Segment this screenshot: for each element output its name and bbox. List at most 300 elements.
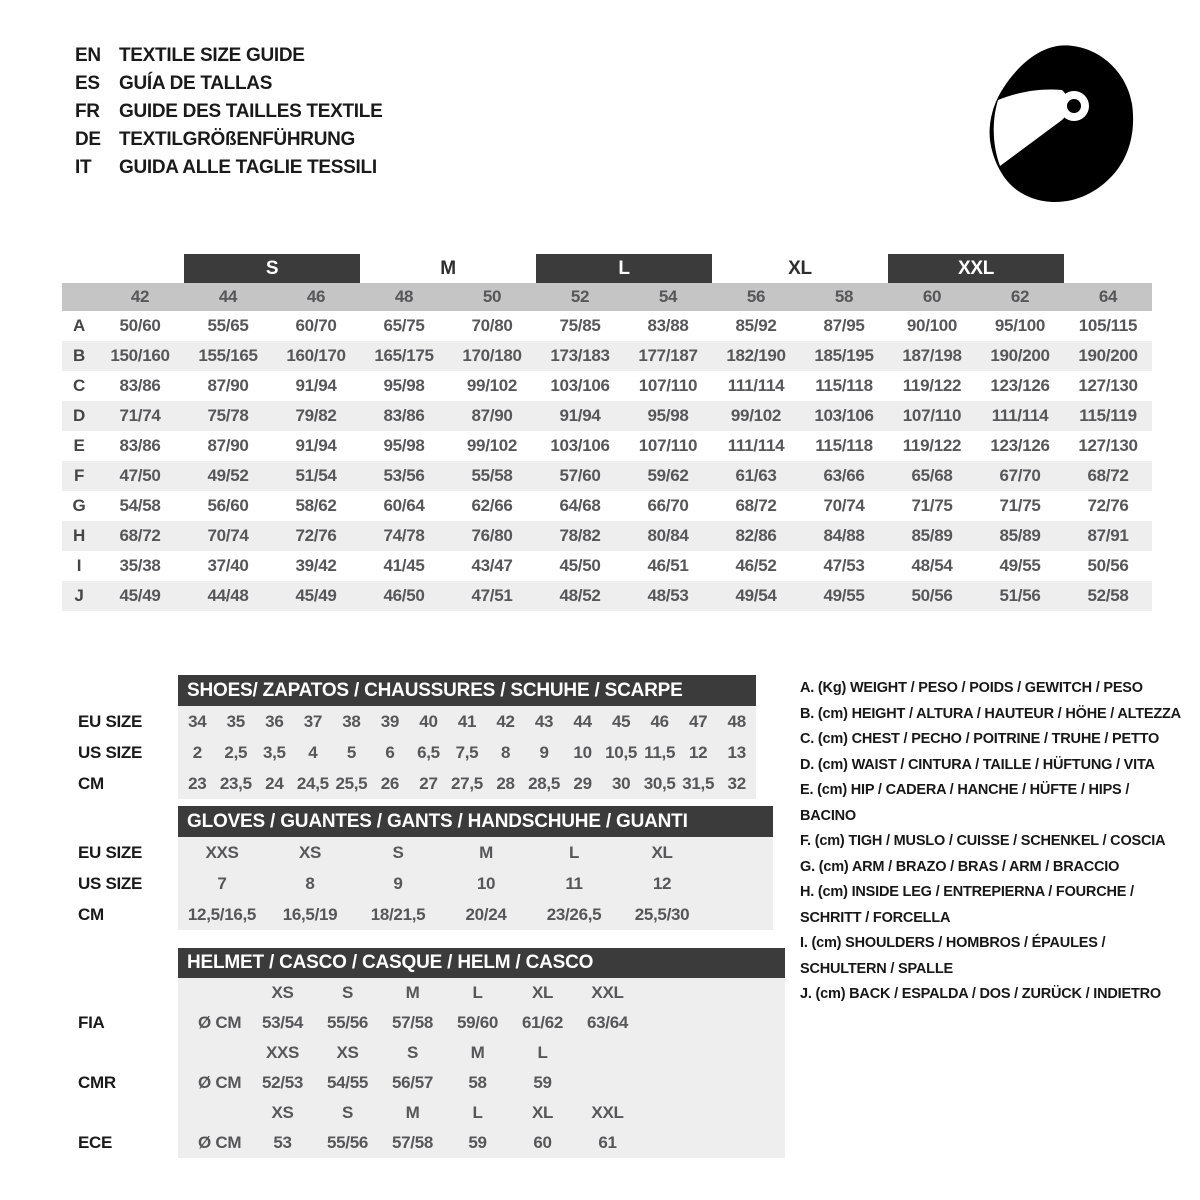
size-group-label: L [536,254,712,283]
shoe-size-cell: 45 [611,711,631,731]
helmet-size-cell: 56/57 [391,1073,434,1092]
gloves-row-label: CM [78,904,104,924]
helmet-standard-label: ECE [78,1133,113,1152]
value-cell: 45/50 [559,556,601,575]
shoe-size-cell: 30,5 [643,773,676,793]
value-cell: 190/200 [1078,346,1138,365]
value-cell: 48/54 [911,556,953,575]
language-code: ES [75,73,100,94]
shoes-size-table [78,675,756,799]
value-cell: 95/100 [994,316,1046,335]
shoe-size-cell: 11,5 [644,742,676,762]
helmet-size-cell: 61/62 [521,1013,564,1032]
column-header-cell: 50 [482,287,502,306]
helmet-row [78,978,785,1008]
row-label: D [73,406,85,425]
shoe-size-cell: 27,5 [451,773,483,793]
helmet-size-cell: 58 [468,1073,487,1092]
value-cell: 50/56 [911,586,953,605]
shoe-size-cell: 34 [188,711,207,731]
helmet-size-cell: 59 [533,1073,552,1092]
helmet-size-cell [575,1043,640,1063]
shoe-size-cell: 47 [689,711,708,731]
language-row [75,70,382,98]
glove-size-cell: 8 [305,873,315,893]
shoe-size-cell: 35 [226,711,245,731]
shoes-header-row [78,675,756,706]
helmet-size-cell: S [341,1103,354,1122]
legend-item: B. (cm) HEIGHT / ALTURA / HAUTEUR / HÖHE / ALTEZZA [800,705,1181,722]
column-header-band [62,283,1152,311]
measurement-row [62,581,1152,611]
value-cell: 49/52 [207,466,249,485]
value-cell: 66/70 [647,496,689,515]
guide-title-text: GUÍA DE TALLAS [119,73,273,94]
gloves-section-title: GLOVES / GUANTES / GANTS / HANDSCHUHE / GUANTI [178,806,773,837]
column-header-cell: 60 [922,287,942,306]
shoe-size-cell: 24,5 [296,773,329,793]
row-label: H [73,526,85,545]
value-cell: 119/122 [902,376,962,395]
row-label: F [73,466,85,485]
value-cell: 182/190 [726,346,786,365]
value-cell: 75/78 [207,406,249,425]
value-cell: 127/130 [1078,376,1138,395]
helmet-size-cell: XXL [591,1103,624,1122]
measurement-row [62,491,1152,521]
value-cell: 87/95 [823,316,865,335]
value-cell: 71/75 [911,496,953,515]
glove-size-cell: 20/24 [465,904,507,924]
value-cell: 83/88 [647,316,689,335]
value-cell: 127/130 [1078,436,1138,455]
value-cell: 150/160 [110,346,170,365]
value-cell: 43/47 [471,556,513,575]
shoe-size-cell: 42 [496,711,515,731]
helmet-standard-label: CMR [78,1073,116,1092]
value-cell: 87/90 [207,436,249,455]
value-cell: 46/52 [735,556,777,575]
value-cell: 99/102 [466,376,518,395]
shoes-row-label: US SIZE [78,742,143,762]
size-group-label: XL [788,257,812,279]
language-code: EN [75,45,101,66]
measurement-legend [800,676,1188,1008]
glove-size-cell: XS [298,842,322,862]
value-cell: 111/114 [991,406,1049,425]
helmet-size-cell: 59 [468,1133,487,1152]
value-cell: 71/75 [999,496,1041,515]
value-cell: 107/110 [638,376,698,395]
value-cell: 45/49 [295,586,337,605]
value-cell: 72/76 [295,526,337,545]
helmet-size-cell: 52/53 [261,1073,304,1092]
helmet-row [78,1008,785,1038]
value-cell: 41/45 [383,556,425,575]
value-cell: 91/94 [295,436,337,455]
value-cell: 107/110 [902,406,962,425]
value-cell: 187/198 [902,346,962,365]
column-header-cell: 44 [218,287,238,306]
value-cell: 82/86 [735,526,777,545]
helmet-size-cell: L [472,983,483,1002]
value-cell: 155/165 [198,346,258,365]
value-cell: 99/102 [730,406,782,425]
value-cell: 123/126 [990,376,1050,395]
value-cell: 115/118 [815,376,873,395]
value-cell: 72/76 [1087,496,1129,515]
value-cell: 48/53 [647,586,689,605]
shoe-size-cell: 37 [303,711,323,731]
value-cell: 87/90 [207,376,249,395]
value-cell: 68/72 [735,496,777,515]
helmet-size-cell: 61 [598,1133,617,1152]
value-cell: 44/48 [207,586,249,605]
gloves-header-row [78,806,773,837]
glove-size-cell: 25,5/30 [634,904,690,924]
value-cell: 91/94 [559,406,601,425]
helmet-size-cell: S [341,983,354,1002]
value-cell: 48/52 [559,586,601,605]
helmet-standard-label: FIA [78,1013,105,1032]
shoe-size-cell: 32 [727,773,746,793]
value-cell: 115/118 [815,436,873,455]
language-row [75,98,382,126]
value-cell: 83/86 [119,376,161,395]
value-cell: 75/85 [559,316,601,335]
value-cell: 54/58 [119,496,161,515]
value-cell: 70/80 [471,316,513,335]
value-cell: 123/126 [990,436,1050,455]
shoe-size-cell: 6,5 [417,742,440,762]
shoe-size-cell: 28,5 [528,773,560,793]
gloves-row-label: US SIZE [78,873,143,893]
value-cell: 55/65 [207,316,249,335]
guide-title-text: TEXTILE SIZE GUIDE [119,45,305,66]
value-cell: 80/84 [647,526,689,545]
shoes-row-label: EU SIZE [78,711,143,731]
value-cell: 56/60 [207,496,249,515]
shoes-row [78,737,756,768]
glove-size-cell: 12,5/16,5 [187,904,257,924]
measurement-row [62,371,1152,401]
shoe-size-cell: 23 [188,773,207,793]
glove-size-cell: S [392,842,404,862]
language-code: DE [75,129,101,150]
shoe-size-cell: 23,5 [219,773,252,793]
shoe-size-cell: 10 [573,742,592,762]
glove-size-cell: 11 [565,873,583,893]
glove-size-cell: 10 [476,873,496,893]
value-cell: 103/106 [814,406,874,425]
diameter-unit-cell: Ø CM [198,1133,242,1152]
value-cell: 63/66 [823,466,865,485]
value-cell: 95/98 [383,376,425,395]
gloves-size-table [78,806,773,930]
legend-item: F. (cm) TIGH / MUSLO / CUISSE / SCHENKEL / COSCIA [800,833,1166,849]
gloves-row [78,868,773,899]
row-label: E [73,436,85,455]
value-cell: 99/102 [466,436,518,455]
helmet-size-cell: 55/56 [326,1133,369,1152]
shoe-size-cell: 44 [573,711,592,731]
value-cell: 51/54 [295,466,337,485]
value-cell: 79/82 [295,406,337,425]
shoe-size-cell: 31,5 [682,773,715,793]
helmet-size-cell: XL [531,983,554,1002]
value-cell: 50/60 [119,316,161,335]
value-cell: 59/62 [647,466,689,485]
glove-size-cell: 16,5/19 [282,904,338,924]
value-cell: 177/187 [638,346,698,365]
value-cell: 65/68 [911,466,953,485]
helmet-size-cell: XS [336,1043,359,1062]
measurement-row [62,341,1152,371]
value-cell: 83/86 [383,406,425,425]
diameter-unit-cell: Ø CM [198,1073,242,1092]
value-cell: 49/54 [735,586,777,605]
helmet-size-cell: L [537,1043,548,1062]
value-cell: 70/74 [823,496,865,515]
shoe-size-cell: 13 [727,742,746,762]
helmet-size-cell: XXL [591,983,624,1002]
shoe-size-cell: 2 [192,742,202,762]
shoe-size-cell: 3,5 [262,742,286,762]
value-cell: 76/80 [471,526,513,545]
value-cell: 85/89 [911,526,953,545]
helmet-row [78,1038,785,1068]
outer-label-spacer [78,806,178,837]
shoes-row-label: CM [78,773,104,793]
guide-title-text: GUIDE DES TAILLES TEXTILE [119,101,383,122]
legend-item: D. (cm) WAIST / CINTURA / TAILLE / HÜFTUNG / VITA [800,756,1155,773]
value-cell: 74/78 [383,526,425,545]
outer-label-spacer [78,675,178,706]
shoe-size-cell: 12 [689,742,708,762]
legend-item: H. (cm) INSIDE LEG / ENTREPIERNA / FOURCHE / SCHRITT / FORCELLA [800,884,1134,926]
legend-item: A. (Kg) WEIGHT / PESO / POIDS / GEWITCH / PESO [800,680,1143,696]
helmet-row [78,1128,785,1158]
value-cell: 46/50 [383,586,425,605]
value-cell: 57/60 [559,466,601,485]
value-cell: 83/86 [119,436,161,455]
measurement-row [62,311,1152,341]
shoe-size-cell: 28 [496,773,515,793]
value-cell: 190/200 [990,346,1050,365]
helmet-section-title: HELMET / CASCO / CASQUE / HELM / CASCO [178,948,785,978]
value-cell: 160/170 [286,346,346,365]
language-row [75,154,382,182]
shoe-size-cell: 10,5 [605,742,638,762]
value-cell: 53/56 [383,466,425,485]
value-cell: 45/49 [119,586,161,605]
shoe-size-cell: 38 [342,711,361,731]
value-cell: 37/40 [207,556,249,575]
helmet-size-cell: 55/56 [326,1013,369,1032]
row-label: J [74,586,84,605]
value-cell: 55/58 [471,466,513,485]
value-cell: 67/70 [999,466,1041,485]
shoe-size-cell: 2,5 [224,742,248,762]
value-cell: 71/74 [119,406,161,425]
glove-size-cell: 18/21,5 [370,904,426,924]
helmet-size-cell: L [472,1103,483,1122]
language-code: FR [75,101,100,122]
shoe-size-cell: 25,5 [335,773,368,793]
shoe-size-cell: 46 [650,711,669,731]
column-header-cell: 42 [130,287,150,306]
helmet-size-cell: S [406,1043,419,1062]
gloves-row-label: EU SIZE [78,842,143,862]
column-header-cell: 58 [834,287,854,306]
value-cell: 60/64 [383,496,425,515]
helmet-standard-label [78,1098,178,1128]
guide-title-text: TEXTILGRÖßENFÜHRUNG [119,129,356,150]
value-cell: 105/115 [1078,316,1138,335]
value-cell: 85/89 [999,526,1041,545]
shoe-size-cell: 9 [539,742,549,762]
shoe-size-cell: 24 [265,773,284,793]
value-cell: 47/50 [119,466,161,485]
value-cell: 185/195 [814,346,874,365]
shoe-size-cell: 26 [380,773,400,793]
value-cell: 103/106 [550,376,610,395]
shoe-size-cell: 6 [385,742,395,762]
value-cell: 60/70 [295,316,337,335]
shoe-size-cell: 29 [573,773,592,793]
glove-size-cell: 9 [393,873,403,893]
guide-title-text: GUIDA ALLE TAGLIE TESSILI [119,157,377,178]
value-cell: 90/100 [906,316,958,335]
legend-item: I. (cm) SHOULDERS / HOMBROS / ÉPAULES / SCHULTERN / SPALLE [800,935,1106,977]
value-cell: 68/72 [1087,466,1129,485]
helmet-size-cell: XXS [265,1043,300,1062]
helmet-size-cell: 60 [533,1133,552,1152]
column-header-cell: 64 [1098,287,1118,306]
shoes-row [78,768,756,799]
shoe-size-cell: 30 [611,773,631,793]
value-cell: 170/180 [462,346,522,365]
helmet-size-cell: M [470,1043,485,1062]
value-cell: 35/38 [119,556,161,575]
shoes-section-title: SHOES/ ZAPATOS / CHAUSSURES / SCHUHE / SCARPE [178,675,756,706]
size-group-label: M [440,257,456,279]
helmet-size-cell [575,1073,640,1093]
size-group-label: S [184,254,360,283]
value-cell: 39/42 [295,556,337,575]
glove-size-cell: XXS [205,842,239,862]
legend-item: E. (cm) HIP / CADERA / HANCHE / HÜFTE / HIPS / BACINO [800,782,1130,824]
value-cell: 87/90 [471,406,513,425]
column-header-cell: 56 [746,287,766,306]
value-cell: 111/114 [727,376,785,395]
helmet-size-cell: 53/54 [261,1013,304,1032]
value-cell: 47/51 [471,586,513,605]
glove-size-cell: 7 [217,873,227,893]
value-cell: 165/175 [374,346,434,365]
row-label: C [73,376,85,395]
value-cell: 95/98 [383,436,425,455]
value-cell: 107/110 [638,436,698,455]
measurement-row [62,521,1152,551]
measurement-row [62,401,1152,431]
shoe-size-cell: 48 [727,711,746,731]
gloves-row [78,837,773,868]
value-cell: 52/58 [1087,586,1129,605]
row-label: I [76,556,82,575]
column-header-cell: 54 [658,287,678,306]
legend-item: J. (cm) BACK / ESPALDA / DOS / ZURÜCK / INDIETRO [800,986,1161,1002]
value-cell: 50/56 [1087,556,1129,575]
helmet-row [78,1098,785,1128]
value-cell: 95/98 [647,406,689,425]
shoes-row [78,706,756,737]
value-cell: 58/62 [295,496,337,515]
glove-size-cell: M [479,842,493,862]
row-label: B [73,346,85,365]
shoe-size-cell: 40 [419,711,438,731]
shoe-size-cell: 7,5 [455,742,479,762]
glove-size-cell: XL [651,842,673,862]
helmet-size-cell: M [405,1103,420,1122]
language-code: IT [75,157,92,178]
size-group-label: XXL [888,254,1064,283]
helmet-size-cell: XS [271,983,294,1002]
value-cell: 70/74 [207,526,249,545]
value-cell: 87/91 [1087,526,1129,545]
helmet-header-row [78,948,785,978]
row-label: G [72,496,86,515]
value-cell: 65/75 [383,316,425,335]
value-cell: 103/106 [550,436,610,455]
measurement-row [62,551,1152,581]
value-cell: 115/119 [1079,406,1137,425]
shoe-size-cell: 5 [346,742,356,762]
shoe-size-cell: 43 [534,711,554,731]
size-group-row [62,254,1152,283]
helmet-size-cell: 53 [273,1133,292,1152]
helmet-size-cell: 59/60 [456,1013,499,1032]
value-cell: 84/88 [823,526,865,545]
helmet-standard-label [78,1038,178,1068]
helmet-size-cell: XL [531,1103,554,1122]
helmet-size-cell: M [405,983,420,1002]
glove-size-cell: 12 [652,873,672,893]
value-cell: 91/94 [295,376,337,395]
helmet-size-cell: 63/64 [586,1013,629,1032]
value-cell: 49/55 [823,586,865,605]
glove-size-cell: 23/26,5 [546,904,602,924]
value-cell: 173/183 [550,346,610,365]
shoe-size-cell: 41 [457,711,477,731]
shoe-size-cell: 27 [419,773,438,793]
row-label: A [73,316,85,335]
value-cell: 78/82 [559,526,601,545]
textile-size-table [62,254,1152,611]
helmet-size-cell: 57/58 [391,1013,434,1032]
shoe-size-cell: 36 [265,711,284,731]
measurement-rows [62,311,1152,611]
value-cell: 51/56 [999,586,1041,605]
language-row [75,126,382,154]
value-cell: 64/68 [559,496,601,515]
value-cell: 85/92 [735,316,777,335]
shoe-size-cell: 4 [308,742,318,762]
helmet-size-table [78,948,785,1158]
legend-item: G. (cm) ARM / BRAZO / BRAS / ARM / BRACCIO [800,858,1120,875]
value-cell: 46/51 [647,556,689,575]
column-header-cell: 48 [394,287,414,306]
